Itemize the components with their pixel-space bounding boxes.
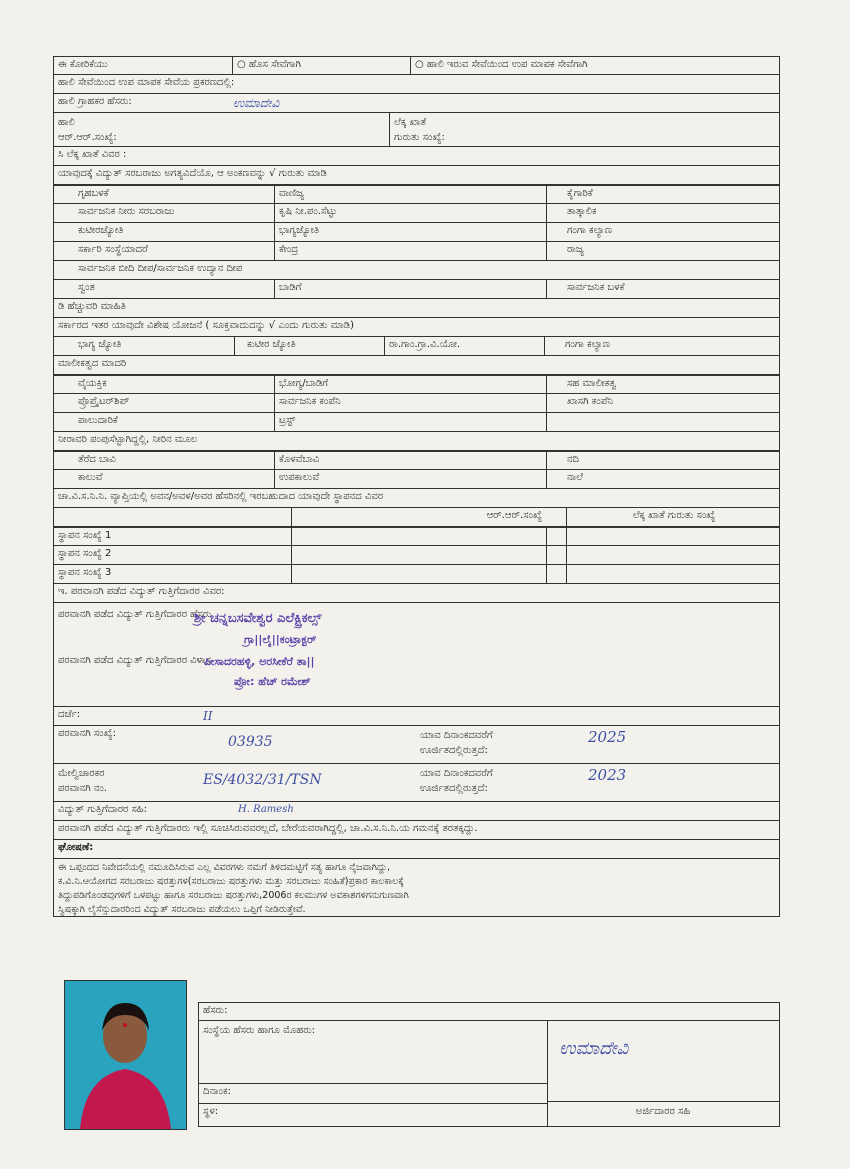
installation-label: ಸ್ಥಾಪನ ಸಂಖ್ಯೆ 1 xyxy=(58,530,112,541)
supply-type-cell: ಕುಟೀರಜ್ಯೋತಿ xyxy=(78,225,124,236)
ownership-cell: ಸಹ ಮಾಲೀಕತ್ವ xyxy=(546,376,780,393)
other-installations-label: ಚಾ.ವಿ.ಸ.ನಿ.ನಿ. ವ್ಯಾಪ್ತಿಯಲ್ಲಿ ಅವನ/ಅವಳ/ಅವರ ಹೆಸರಿನಲ್ಲಿ ಇರಬಹುದಾದ ಯಾವುದೇ ಸ್ಥಾಪನದ ವಿವರ xyxy=(58,491,384,502)
application-form xyxy=(53,56,780,917)
installation-row xyxy=(53,565,780,584)
ownership-cell: ಪ್ರೊಪ್ರೈಟರ್‌ಶಿಪ್ xyxy=(78,396,130,407)
supply-type-cell: ಕೈಗಾರಿಕೆ xyxy=(546,186,780,203)
declaration-title: ಘೋಷಣೆ: xyxy=(58,842,94,853)
water-source-row xyxy=(53,451,780,470)
water-source-cell: ಉಪಕಾಲುವೆ xyxy=(274,470,546,488)
contractor-sign-label: ವಿದ್ಯುತ್ ಗುತ್ತಿಗೆದಾರರ ಸಹಿ: xyxy=(58,804,148,815)
consumer-name: ಉಮಾದೇವಿ xyxy=(233,96,280,110)
license-no-value: 03935 xyxy=(228,734,273,750)
ownership-row xyxy=(53,394,780,413)
supply-type-cell: ಗೃಹಬಳಕೆ xyxy=(78,188,109,199)
water-source-row xyxy=(53,470,780,489)
supervisor-no-value: ES/4032/31/TSN xyxy=(203,772,322,788)
water-source-cell: ಕಾಲುವೆ xyxy=(78,472,103,483)
rr-label-1: ಹಾಲಿ xyxy=(58,117,75,128)
table-divider xyxy=(566,565,575,583)
scheme-2: ರಾ.ಗಾಂ.ಗ್ರಾ.ವಿ.ಯೋ. xyxy=(384,337,544,355)
rent-label: ಬಾಡಿಗೆ xyxy=(274,280,524,298)
supply-type-cell: ತಾತ್ಕಾಲಿಕ xyxy=(546,204,780,222)
rr-head: ಆರ್.ಆರ್.ಸಂಖ್ಯೆ xyxy=(291,508,546,526)
contractor-signature: H. Ramesh xyxy=(238,804,294,815)
street-light-label: ಸಾರ್ವಜನಿಕ ಬೀದಿ ದೀಪ/ಸಾರ್ವಜನಿಕ ಉದ್ಯಾನ ದೀಪ xyxy=(78,263,243,274)
valid-label-a1: ಯಾವ ದಿನಾಂಕದವರೆಗೆ xyxy=(420,730,493,741)
installation-row xyxy=(53,546,780,565)
supply-type-row xyxy=(53,185,780,204)
rr-label-2: ಆರ್.ಆರ್.ಸಂಖ್ಯೆ: xyxy=(58,132,117,143)
supply-type-cell: ರಾಜ್ಯ xyxy=(546,242,780,260)
applicant-name-label: ಹೆಸರು: xyxy=(199,1003,779,1021)
valid-label-a2: ಊರ್ಜಿತದಲ್ಲಿರುತ್ತದೆ: xyxy=(420,745,488,756)
applicant-org-label: ಸಂಸ್ಥೆಯ ಹೆಸರು ಹಾಗೂ ಮೊಹರು: xyxy=(203,1025,316,1036)
grade-label: ದರ್ಜೆ: xyxy=(58,709,81,720)
supply-type-row xyxy=(53,223,780,242)
stamp-line-3: ಪೀಸಾದರಹಳ್ಳಿ, ಅರಸೀಕೆರೆ ತಾ|| xyxy=(204,655,315,668)
supply-type-row xyxy=(53,242,780,261)
ownership-cell xyxy=(546,413,780,431)
ownership-cell: ಭೋಗ್ಯ/ಬಾಡಿಗೆ xyxy=(274,376,546,393)
grade-value: II xyxy=(203,709,213,723)
ownership-row xyxy=(53,375,780,394)
ownership-row xyxy=(53,413,780,432)
public-use-label: ಸಾರ್ವಜನಿಕ ಬಳಕೆ xyxy=(546,280,780,298)
acc-head: ಲೆಕ್ಕ ಖಾತೆ ಗುರುತು ಸಂಖ್ಯೆ xyxy=(566,508,780,526)
contractor-note: ಪರವಾನಗಿ ಪಡೆದ ವಿದ್ಯುತ್ ಗುತ್ತಿಗೆದಾರರು ಇಲ್ಲಿ ಸೂಚಿಸಿರುವವರಲ್ಲದೆ, ಬೇರೆಯವರಾಗಿದ್ದಲ್ಲಿ, ಚಾ.ವಿ.ಸ.ನಿ.ನಿ.ಯ ಗಮನಕ್ಕೆ ತರತಕ್ಕದ್ದು. xyxy=(58,823,478,834)
ownership-cell: ಟ್ರಸ್ಟ್ xyxy=(274,413,546,431)
supervisor-label-1: ಮೇಲ್ವಿಚಾರಕರ xyxy=(58,768,105,779)
table-divider xyxy=(566,528,575,545)
supply-type-cell: ಸಾರ್ವಜನಿಕ ನೀರು ಸರಬರಾಜು xyxy=(78,206,175,217)
applicant-place-label: ಸ್ಥಳ: xyxy=(199,1103,547,1119)
table-divider xyxy=(291,565,300,583)
table-divider xyxy=(291,546,300,564)
declaration-line-4: ಸ್ವಿಷಕ್ಕಾಗಿ ಲೈಸೆನ್ಸುದಾರರಿಂದ ವಿದ್ಯುತ್ ಸರಬರಾಜು ಪಡೆಯಲು ಒಪ್ಪಿಗೆ ನೀಡಿರುತ್ತೇವೆ. xyxy=(58,904,306,915)
applicant-block xyxy=(198,1002,780,1127)
applicant-sign-label: ಅರ್ಜಿದಾರರ ಸಹಿ xyxy=(547,1101,779,1117)
applicant-date-label: ದಿನಾಂಕ: xyxy=(199,1083,547,1099)
ownership-label: ಮಾಲೀಕತ್ವದ ಮಾದರಿ xyxy=(58,358,127,369)
declaration-line-1: ಈ ಒಪ್ಪಂದದ ನಿವೇದನೆಯಲ್ಲಿ ನಮೂದಿಸಿರುವ ಎಲ್ಲ ವಿವರಗಳು ನಮಗೆ ತಿಳಿದಮಟ್ಟಿಗೆ ಸತ್ಯ ಹಾಗೂ ನೈಜವಾಗಿದ್ದು, xyxy=(58,862,391,873)
water-source-label: ನೀರಾವರಿ ಪಂಪುಸೆಟ್ಟಾಗಿದ್ದಲ್ಲಿ, ನೀರಿನ ಮೂಲ xyxy=(58,434,198,445)
stamp-line-2: ಗ್ರಾ||ಲೈ||ಕಂಟ್ರಾಕ್ಟರ್ xyxy=(244,633,317,646)
supply-type-cell: ಗಂಗಾ ಕಲ್ಯಾಣ xyxy=(546,223,780,241)
valid-label-b1: ಯಾವ ದಿನಾಂಕದವರೆಗೆ xyxy=(420,768,493,779)
existing-case-label: ಹಾಲಿ ಸೇವೆಯಿಂದ ಉಪ ಮಾಪಕ ಸೇವೆಯ ಪ್ರಕರಣದಲ್ಲಿ: xyxy=(58,77,235,88)
water-source-cell: ನಾಲೆ xyxy=(546,470,780,488)
water-source-cell: ತೆರೆದ ಬಾವಿ xyxy=(78,454,116,465)
section-c-title: ಸಿ ಲೆಕ್ಕ ಖಾತೆ ವಿವರ : xyxy=(58,149,127,160)
stamp-line-4: ಪ್ರೋ: ಹೆಚ್ ರಮೇಶ್ xyxy=(234,675,311,688)
installation-row xyxy=(53,527,780,546)
section-c-instruction: ಯಾವುದಕ್ಕೆ ವಿದ್ಯುತ್ ಸರಬರಾಜು ಅಗತ್ಯವಿದೆಯೊ, ಆ ಅಂಕಣವನ್ನು √ ಗುರುತು ಮಾಡಿ xyxy=(58,168,327,179)
valid-label-b2: ಊರ್ಜಿತದಲ್ಲಿರುತ್ತದೆ: xyxy=(420,783,488,794)
table-divider xyxy=(546,546,555,564)
contractor-address-label: ಪರವಾನಗಿ ಪಡೆದ ವಿದ್ಯುತ್ ಗುತ್ತಿಗೆದಾರರ ವಿಳಾಸ xyxy=(58,655,211,666)
water-source-cell: ನದಿ xyxy=(546,452,780,469)
table-divider xyxy=(546,528,555,545)
request-label: ಈ ಕೋರಿಕೆಯು xyxy=(58,59,108,70)
installation-label: ಸ್ಥಾಪನ ಸಂಖ್ಯೆ 3 xyxy=(58,567,112,578)
applicant-photo xyxy=(64,980,187,1130)
declaration-line-2: ಕ.ವಿ.ನಿ.ಆಯೋಗದ ಸರಬರಾಜು ಷರತ್ತುಗಳ(ಸರಬರಾಜು ಷರತ್ತುಗಳು ಮತ್ತು ಸರಬರಾಜು ಸಂಹಿತೆ)ಪ್ರಕಾರ ಕಾಲಕಾಲಕ್ಕೆ xyxy=(58,876,404,887)
license-no-label: ಪರವಾನಗಿ ಸಂಖ್ಯೆ: xyxy=(58,728,117,739)
supply-type-cell: ಕೃಷಿ ನೀ.ಪಂ.ಸೆಟ್ಟು xyxy=(274,204,546,222)
scheme-3: ಗಂಗಾ ಕಲ್ಯಾಣ xyxy=(544,337,780,355)
applicant-signature: ಉಮಾದೇವಿ xyxy=(559,1038,629,1059)
ownership-cell: ವೈಯಕ್ತಿಕ xyxy=(78,378,107,389)
scheme-0: ಭಾಗ್ಯ ಜ್ಯೋತಿ xyxy=(78,339,122,350)
scheme-1: ಕುಟೀರ ಜ್ಯೋತಿ xyxy=(234,337,384,355)
ownership-cell: ಸಾರ್ವಜನಿಕ ಕಂಪೆನಿ xyxy=(274,394,546,412)
contractor-name-label: ಪರವಾನಗಿ ಪಡೆದ ವಿದ್ಯುತ್ ಗುತ್ತಿಗೆದಾರರ ಹೆಸರು xyxy=(58,609,212,620)
supply-type-cell: ವಾಣಿಜ್ಯ xyxy=(274,186,546,203)
acc-label-1: ಲೆಕ್ಕ ಖಾತೆ xyxy=(394,117,427,128)
table-divider xyxy=(546,565,555,583)
valid-until-b: 2023 xyxy=(588,766,627,784)
ownership-cell: ಪಾಲುದಾರಿಕೆ xyxy=(78,415,118,426)
acc-label-2: ಗುರುತು ಸಂಖ್ಯೆ: xyxy=(394,132,445,143)
supply-type-cell: ಸರ್ಕಾರಿ ಸಂಸ್ಥೆಯಾದರೆ xyxy=(78,244,148,255)
supply-type-cell: ಕೇಂದ್ರ xyxy=(274,242,546,260)
section-e-title: ಇ. ಪರವಾನಗಿ ಪಡೆದ ವಿದ್ಯುತ್ ಗುತ್ತಿಗೆದಾರರ ವಿವರ: xyxy=(58,586,225,597)
water-source-cell: ಕೊಳವೆಬಾವಿ xyxy=(274,452,546,469)
installation-label: ಸ್ಥಾಪನ ಸಂಖ್ಯೆ 2 xyxy=(58,548,112,559)
table-divider xyxy=(566,546,575,564)
stamp-line-1: ಶ್ರೀ ಚನ್ನಬಸವೇಶ್ವರ ಎಲೆಕ್ಟ್ರಿಕಲ್ಸ್ xyxy=(194,611,322,626)
existing-service-option[interactable]: ○ ಹಾಲಿ ಇರುವ ಸೇವೆಯಿಂದ ಉಪ ಮಾಪಕ ಸೇವೆಗಾಗಿ xyxy=(410,57,780,74)
supply-type-cell: ಭಾಗ್ಯಜ್ಯೋತಿ xyxy=(274,223,546,241)
scheme-instruction: ಸರ್ಕಾರದ ಇತರ ಯಾವುದೇ ವಿಶೇಷ ಯೋಜನೆ ( ಸೂಕ್ತವಾದುದನ್ನು √ ಎಂದು ಗುರುತು ಮಾಡಿ) xyxy=(58,320,354,331)
consumer-label: ಹಾಲಿ ಗ್ರಾಹಕರ ಹೆಸರು: xyxy=(58,96,132,107)
ownership-cell: ಖಾಸಗಿ ಕಂಪೆನಿ xyxy=(546,394,780,412)
section-d-title: ಡಿ ಹೆಚ್ಚುವರಿ ಮಾಹಿತಿ xyxy=(58,301,126,312)
new-service-option[interactable]: ○ ಹೊಸ ಸೇವೆಗಾಗಿ xyxy=(232,57,410,74)
supply-type-row xyxy=(53,204,780,223)
valid-until-a: 2025 xyxy=(588,728,627,746)
table-divider xyxy=(291,528,300,545)
request-row xyxy=(53,56,780,75)
declaration-line-3: ತಿದ್ದುಪಡಿಗೊಂಡವುಗಳಿಗೆ ಒಳಪಟ್ಟು ಹಾಗೂ ಸರಬರಾಜು ಷರತ್ತುಗಳು,2006ರ ಕಲಮುಗಳ ಅವಕಾಶಗಳಿಗನುಗುಣವಾಗಿ xyxy=(58,890,409,901)
own-label: ಸ್ವಂತ xyxy=(78,282,95,293)
supervisor-label-2: ಪರವಾನಗಿ ನಂ. xyxy=(58,783,108,794)
